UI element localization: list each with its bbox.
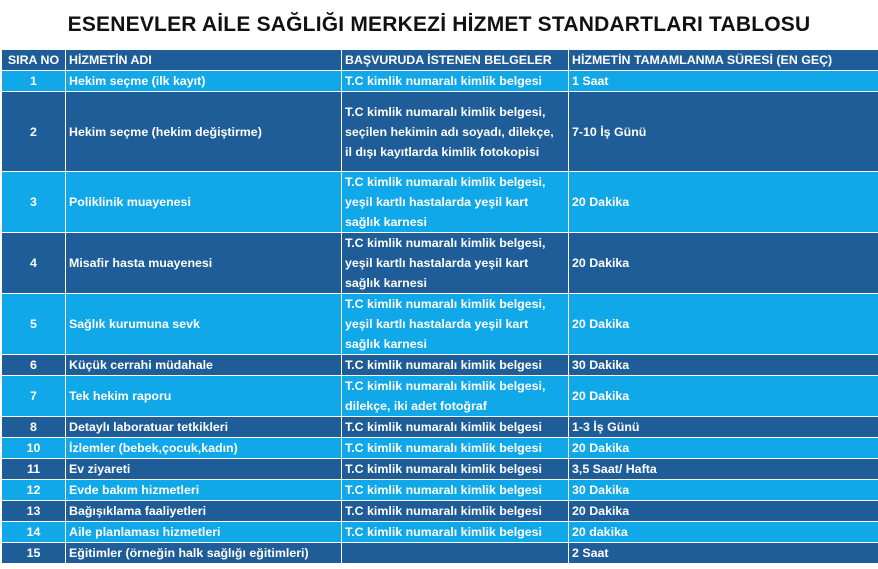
table-row [2,71,878,92]
table-row [2,233,878,294]
cell-sira-no: 15 [2,543,66,564]
cell-service-name: İzlemler (bebek,çocuk,kadın) [66,438,342,459]
cell-sira-no: 2 [2,92,66,172]
table-row [2,480,878,501]
cell-sira-no: 4 [2,233,66,294]
cell-service-name: Bağışıklama faaliyetleri [66,501,342,522]
cell-completion-time: 30 Dakika [569,480,878,501]
cell-completion-time: 20 Dakika [569,233,878,294]
cell-required-documents: T.C kimlik numaralı kimlik belgesi [342,459,569,480]
header-completion-time: HİZMETİN TAMAMLANMA SÜRESİ (EN GEÇ) [569,50,878,71]
cell-completion-time: 30 Dakika [569,355,878,376]
cell-sira-no: 1 [2,71,66,92]
cell-service-name: Tek hekim raporu [66,376,342,417]
cell-sira-no: 14 [2,522,66,543]
cell-service-name: Poliklinik muayenesi [66,172,342,233]
cell-service-name: Sağlık kurumuna sevk [66,294,342,355]
cell-sira-no: 13 [2,501,66,522]
cell-required-documents: T.C kimlik numaralı kimlik belgesi [342,71,569,92]
cell-required-documents: T.C kimlik numaralı kimlik belgesi [342,438,569,459]
table-row [2,501,878,522]
table-row [2,355,878,376]
cell-sira-no: 12 [2,480,66,501]
cell-completion-time: 20 Dakika [569,376,878,417]
cell-completion-time: 20 Dakika [569,501,878,522]
table-row [2,438,878,459]
table-row [2,543,878,564]
cell-sira-no: 11 [2,459,66,480]
cell-service-name: Detaylı laboratuar tetkikleri [66,417,342,438]
table-row [2,459,878,480]
table-row [2,522,878,543]
cell-completion-time: 2 Saat [569,543,878,564]
cell-required-documents: T.C kimlik numaralı kimlik belgesi, yeşil kartlı hastalarda yeşil kart sağlık karnesi [342,172,569,233]
cell-completion-time: 3,5 Saat/ Hafta [569,459,878,480]
table-row [2,294,878,355]
cell-required-documents: T.C kimlik numaralı kimlik belgesi [342,355,569,376]
cell-required-documents [342,543,569,564]
service-standards-table [1,49,878,564]
cell-completion-time: 20 Dakika [569,294,878,355]
cell-service-name: Evde bakım hizmetleri [66,480,342,501]
cell-completion-time: 20 dakika [569,522,878,543]
cell-completion-time: 1-3 İş Günü [569,417,878,438]
page-title: ESENEVLER AİLE SAĞLIĞI MERKEZİ HİZMET STANDARTLARI TABLOSU [67,13,811,36]
cell-service-name: Hekim seçme (ilk kayıt) [66,71,342,92]
cell-completion-time: 20 Dakika [569,172,878,233]
cell-service-name: Ev ziyareti [66,459,342,480]
table-row [2,172,878,233]
cell-service-name: Misafir hasta muayenesi [66,233,342,294]
cell-required-documents: T.C kimlik numaralı kimlik belgesi, dilekçe, iki adet fotoğraf [342,376,569,417]
cell-sira-no: 6 [2,355,66,376]
cell-required-documents: T.C kimlik numaralı kimlik belgesi, seçilen hekimin adı soyadı, dilekçe, il dışı kayıtlarda kimlik fotokopisi [342,92,569,172]
cell-service-name: Eğitimler (örneğin halk sağlığı eğitimleri) [66,543,342,564]
cell-sira-no: 8 [2,417,66,438]
cell-required-documents: T.C kimlik numaralı kimlik belgesi [342,480,569,501]
cell-sira-no: 7 [2,376,66,417]
cell-service-name: Hekim seçme (hekim değiştirme) [66,92,342,172]
cell-completion-time: 7-10 İş Günü [569,92,878,172]
cell-required-documents: T.C kimlik numaralı kimlik belgesi [342,417,569,438]
header-required-documents: BAŞVURUDA İSTENEN BELGELER [342,50,569,71]
cell-required-documents: T.C kimlik numaralı kimlik belgesi [342,501,569,522]
table-row [2,376,878,417]
header-service-name: HİZMETİN ADI [66,50,342,71]
cell-required-documents: T.C kimlik numaralı kimlik belgesi [342,522,569,543]
cell-completion-time: 20 Dakika [569,438,878,459]
table-row [2,92,878,172]
cell-completion-time: 1 Saat [569,71,878,92]
cell-required-documents: T.C kimlik numaralı kimlik belgesi, yeşil kartlı hastalarda yeşil kart sağlık karnesi [342,233,569,294]
cell-sira-no: 3 [2,172,66,233]
cell-service-name: Aile planlaması hizmetleri [66,522,342,543]
table-header-row [2,50,878,71]
cell-required-documents: T.C kimlik numaralı kimlik belgesi, yeşil kartlı hastalarda yeşil kart sağlık karnesi [342,294,569,355]
table-row [2,417,878,438]
header-sira-no: SIRA NO [2,50,66,71]
cell-sira-no: 10 [2,438,66,459]
cell-sira-no: 5 [2,294,66,355]
cell-service-name: Küçük cerrahi müdahale [66,355,342,376]
